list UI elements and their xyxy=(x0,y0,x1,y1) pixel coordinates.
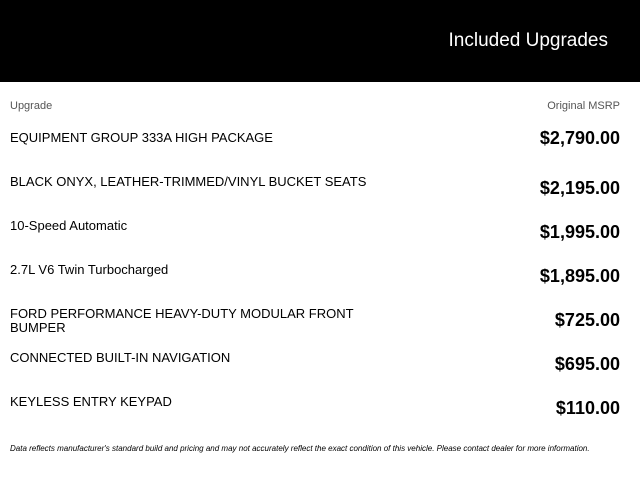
header-bar xyxy=(0,0,640,82)
list-item xyxy=(0,348,640,395)
upgrade-name: CONNECTED BUILT-IN NAVIGATION xyxy=(10,350,231,365)
list-item xyxy=(0,260,640,307)
list-item xyxy=(0,216,640,263)
disclaimer-text: Data reflects manufacturer's standard build and pricing and may not accurately reflect the exact condition of this vehicle. Please contact dealer for more information. xyxy=(10,444,590,453)
upgrade-name: BLACK ONYX, LEATHER-TRIMMED/VINYL BUCKET SEATS xyxy=(10,174,367,189)
upgrade-name: EQUIPMENT GROUP 333A HIGH PACKAGE xyxy=(10,130,273,145)
upgrade-price: $2,790.00 xyxy=(539,128,620,148)
list-item xyxy=(0,304,640,351)
upgrade-price: $725.00 xyxy=(554,310,620,330)
upgrade-price: $2,195.00 xyxy=(539,178,620,198)
upgrade-price: $110.00 xyxy=(555,398,620,418)
upgrade-name: 10-Speed Automatic xyxy=(10,218,128,233)
list-item xyxy=(0,172,640,219)
upgrade-price: $1,995.00 xyxy=(539,222,620,242)
upgrades-list xyxy=(0,128,640,439)
column-header-msrp: Original MSRP xyxy=(547,100,620,112)
list-item xyxy=(0,392,640,439)
upgrade-price: $1,895.00 xyxy=(539,266,620,286)
upgrade-name: 2.7L V6 Twin Turbocharged xyxy=(10,262,169,277)
upgrade-name: KEYLESS ENTRY KEYPAD xyxy=(10,394,172,409)
page-title: Included Upgrades xyxy=(448,30,608,51)
column-header-upgrade: Upgrade xyxy=(10,100,53,112)
list-item xyxy=(0,128,640,175)
upgrade-name: FORD PERFORMANCE HEAVY-DUTY MODULAR FRONT BUMPER xyxy=(10,306,354,335)
upgrade-price: $695.00 xyxy=(554,354,620,374)
